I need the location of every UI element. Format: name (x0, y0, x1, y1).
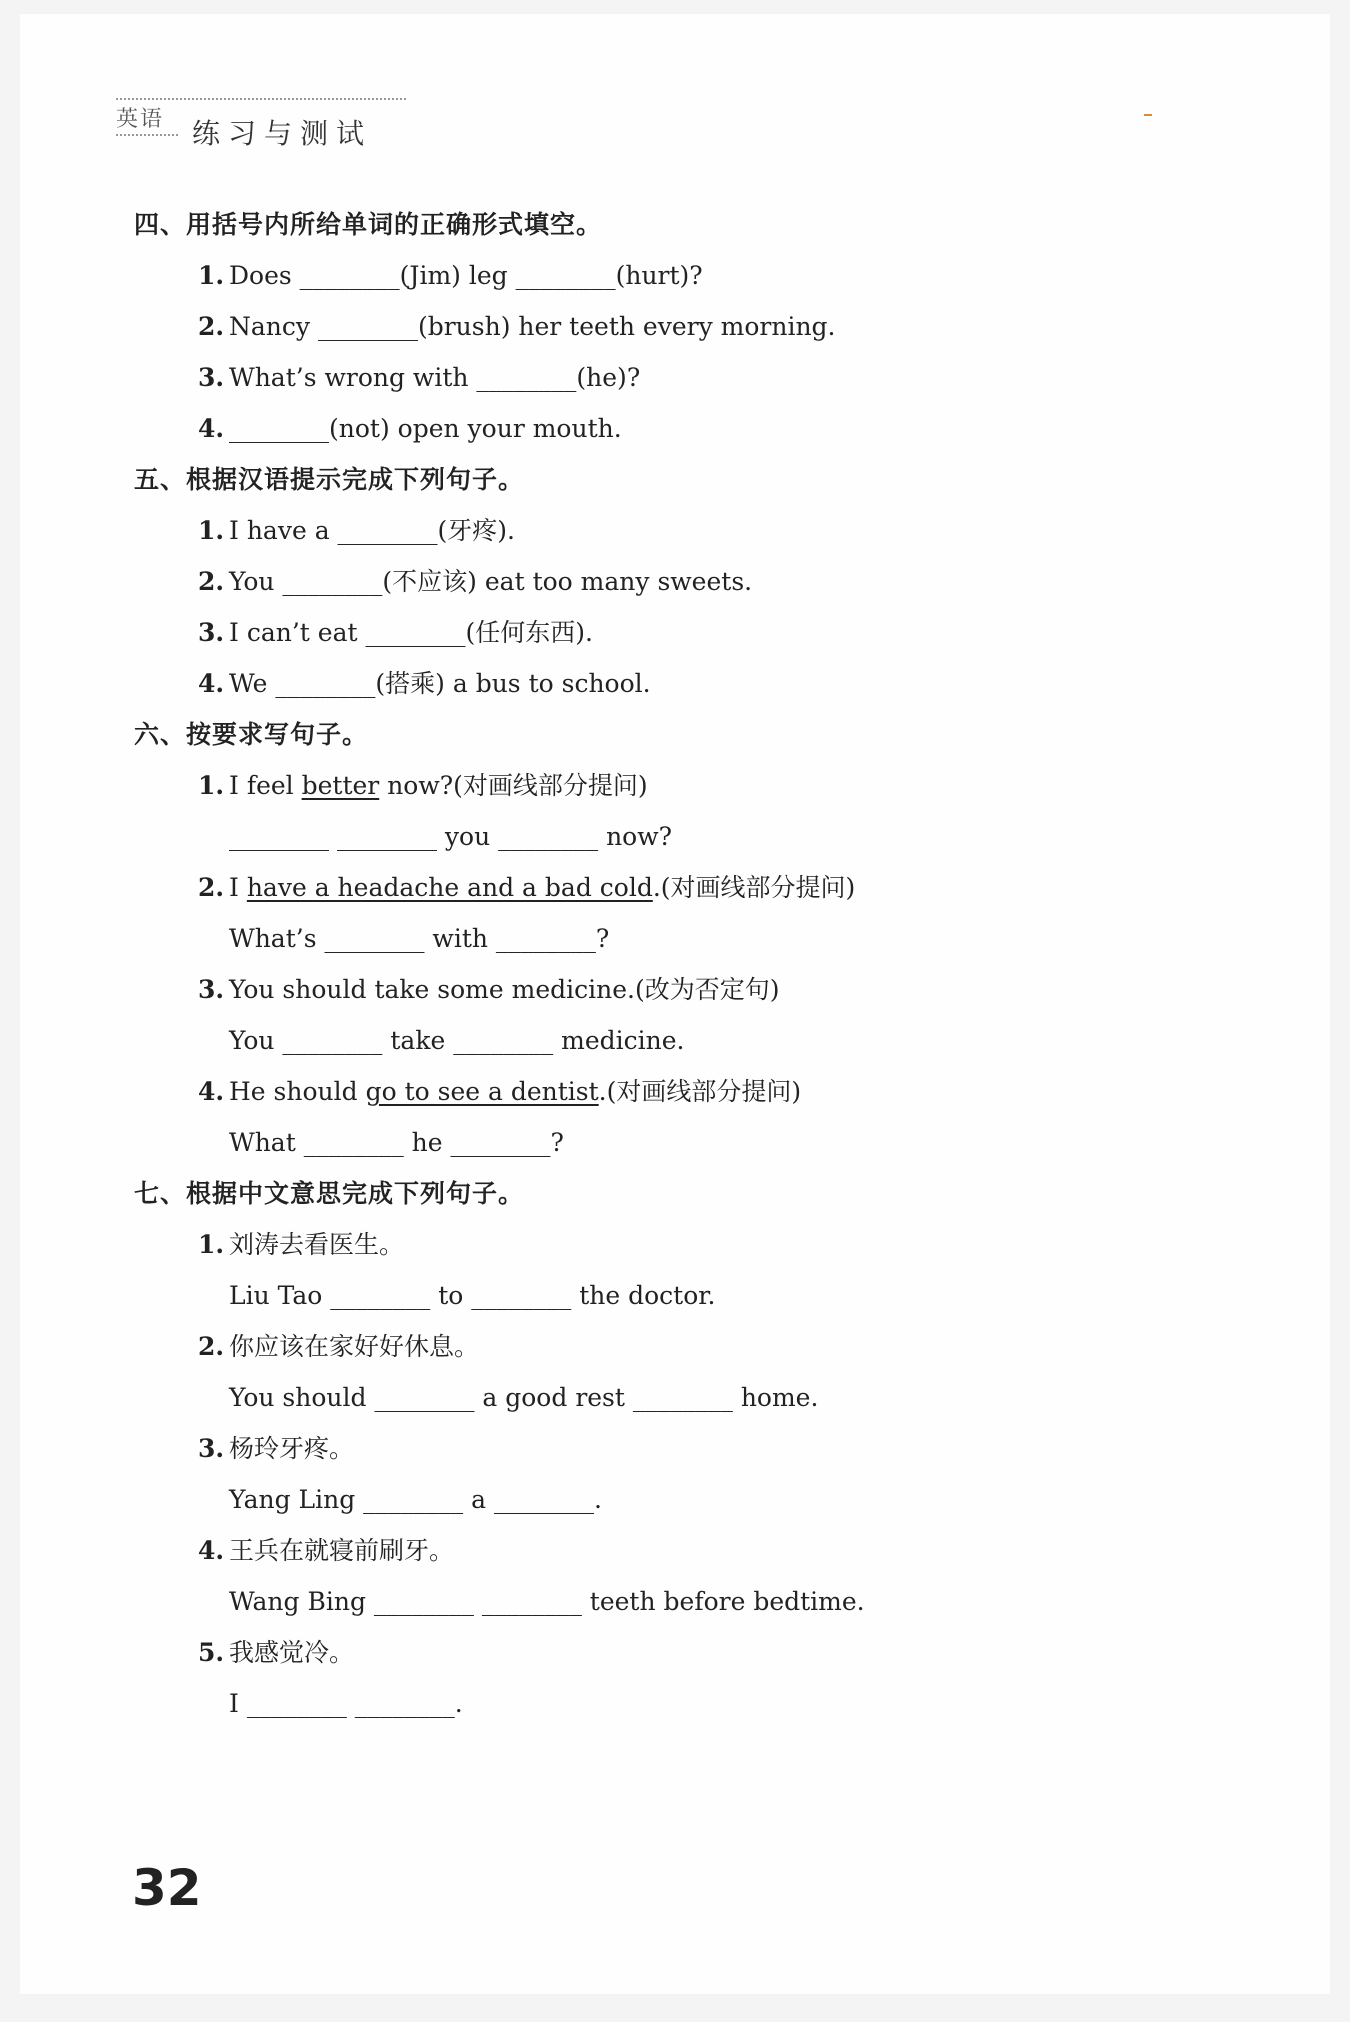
header-divider (116, 98, 406, 100)
section-title: 四、用括号内所给单词的正确形式填空。 (134, 210, 603, 239)
page-number: 32 (132, 1859, 202, 1917)
underlined-part: better (301, 771, 380, 800)
underlined-part: go to see a dentist (365, 1077, 599, 1106)
question-item: 4. 王兵在就寝前刷牙。 (198, 1536, 455, 1565)
subject-label: 英语 (116, 107, 165, 132)
header-divider-short (116, 134, 178, 136)
section-title: 七、根据中文意思完成下列句子。 (134, 1179, 525, 1208)
exercise-content (134, 199, 1234, 1729)
question-item: 2. You ________(不应该) eat too many sweets. (198, 567, 753, 596)
question-item: 1. Does ________(Jim) leg ________(hurt)? (198, 261, 703, 290)
question-item: 3. You should take some medicine.(改为否定句) (198, 975, 780, 1004)
question-item: 1. I have a ________(牙疼). (198, 516, 515, 545)
answer-line: You ________ take ________ medicine. (229, 1026, 685, 1055)
question-item: 3. What’s wrong with ________(he)? (198, 363, 641, 392)
question-item: 4. We ________(搭乘) a bus to school. (198, 669, 651, 698)
underlined-part: have a headache and a bad cold (246, 873, 653, 902)
section-title: 五、根据汉语提示完成下列句子。 (134, 465, 525, 494)
answer-line: What ________ he ________? (229, 1128, 564, 1157)
question-item: 3. 杨玲牙疼。 (198, 1434, 355, 1463)
margin-mark (1144, 114, 1152, 116)
question-item: 4. ________(not) open your mouth. (198, 414, 622, 443)
question-item: 1. 刘涛去看医生。 (198, 1230, 405, 1259)
answer-line: I ________ ________. (229, 1689, 463, 1718)
worksheet-page (20, 14, 1330, 1994)
question-item: 4. He should go to see a dentist.(对画线部分提问) (198, 1077, 802, 1106)
question-item: 1. I feel better now?(对画线部分提问) (198, 771, 648, 800)
question-item: 5. 我感觉冷。 (198, 1638, 355, 1667)
section-title: 六、按要求写句子。 (134, 720, 369, 749)
answer-line: Liu Tao ________ to ________ the doctor. (229, 1281, 716, 1310)
answer-line: What’s ________ with ________? (229, 924, 610, 953)
answer-line: ________ ________ you ________ now? (229, 822, 673, 851)
question-item: 2. Nancy ________(brush) her teeth every morning. (198, 312, 836, 341)
book-title: 练习与测试 (192, 117, 373, 150)
answer-line: You should ________ a good rest ________ home. (229, 1383, 819, 1412)
page-header (116, 82, 406, 152)
answer-line: Wang Bing ________ ________ teeth before bedtime. (229, 1587, 865, 1616)
question-item: 2. 你应该在家好好休息。 (198, 1332, 480, 1361)
answer-line: Yang Ling ________ a ________. (229, 1485, 602, 1514)
question-item: 3. I can’t eat ________(任何东西). (198, 618, 593, 647)
question-item: 2. I have a headache and a bad cold.(对画线部分提问) (198, 873, 856, 902)
